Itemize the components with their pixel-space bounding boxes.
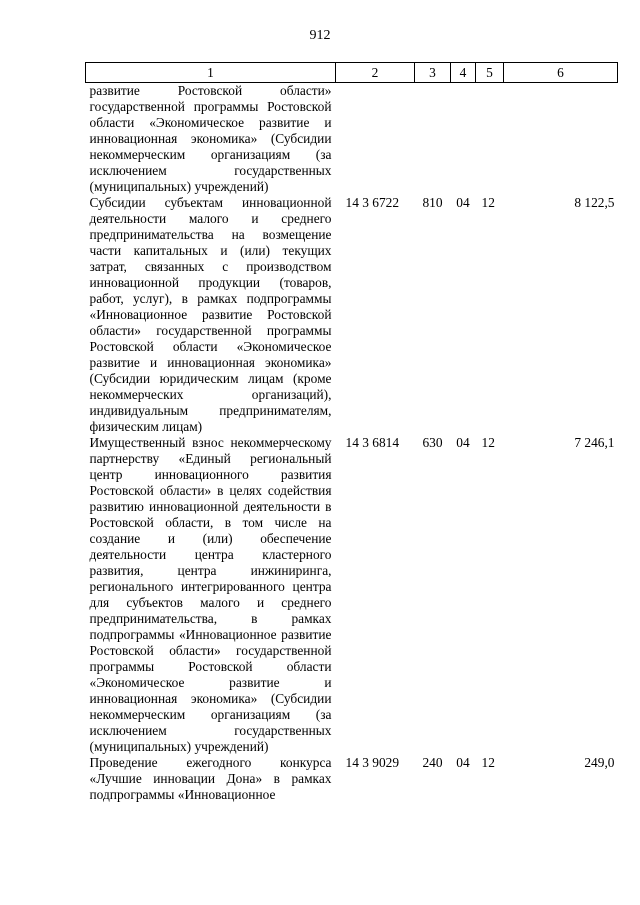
row-amount [504, 83, 618, 196]
row-amount: 7 246,1 [574, 435, 615, 450]
table-row [86, 83, 618, 196]
row-section [451, 83, 476, 196]
column-header-3: 3 [415, 63, 451, 83]
budget-table [85, 62, 618, 803]
column-header-2: 2 [336, 63, 415, 83]
column-header-4: 4 [451, 63, 476, 83]
row-target-code: 14 3 6814 [345, 435, 400, 450]
page-number: 912 [309, 28, 331, 43]
row-expense-type: 630 [422, 435, 443, 450]
row-target-code [336, 83, 415, 196]
row-target-code: 14 3 6722 [345, 195, 400, 210]
table-row [86, 195, 618, 435]
row-section: 04 [456, 195, 470, 210]
row-expense-type: 240 [422, 755, 443, 770]
row-subsection [476, 83, 504, 196]
column-header-6: 6 [504, 63, 618, 83]
row-description: Имущественный взнос некоммерческому партнерству «Единый региональный центр инновационного развития Ростовской области» в целях содействия развитию инновационной деятельности в Ростовской области, в том числе на создание и (или) обеспечение деятельности центра кластерного развития, центра инжиниринга, регионального интегрированного центра для субъектов малого и среднего предпринимательства, в рамках подпрограммы «Инновационное развитие Ростовской области» государственной программы Ростовской области «Экономическое развитие и инновационная экономика» (Субсидии некоммерческим организациям (за исключением государственных (муниципальных) учреждений) [89, 435, 332, 754]
row-description: Проведение ежегодного конкурса «Лучшие инновации Дона» в рамках подпрограммы «Инновационное [89, 755, 332, 802]
row-section: 04 [456, 435, 470, 450]
row-section: 04 [456, 755, 470, 770]
row-subsection: 12 [481, 195, 495, 210]
row-subsection: 12 [481, 755, 495, 770]
row-amount: 8 122,5 [574, 195, 615, 210]
row-expense-type [415, 83, 451, 196]
row-description: развитие Ростовской области» государственной программы Ростовской области «Экономическое развитие и инновационная экономика» (Субсидии некоммерческим организациям (за исключением государственных (муниципальных) учреждений) [89, 83, 332, 194]
row-amount: 249,0 [584, 755, 615, 770]
table-row [86, 755, 618, 803]
table-row [86, 435, 618, 755]
row-subsection: 12 [481, 435, 495, 450]
header-row [86, 63, 618, 83]
row-target-code: 14 3 9029 [345, 755, 400, 770]
row-description: Субсидии субъектам инновационной деятельности малого и среднего предпринимательства на возмещение части капитальных и (или) текущих затрат, связанных с производством инновационной продукции (товаров, работ, услуг), в рамках подпрограммы «Инновационное развитие Ростовской области» государственной программы Ростовской области «Экономическое развитие и инновационная экономика» (Субсидии юридическим лицам (кроме некоммерческих организаций), индивидуальным предпринимателям, физическим лицам) [89, 195, 332, 434]
column-header-1: 1 [86, 63, 336, 83]
row-expense-type: 810 [422, 195, 443, 210]
column-header-5: 5 [476, 63, 504, 83]
